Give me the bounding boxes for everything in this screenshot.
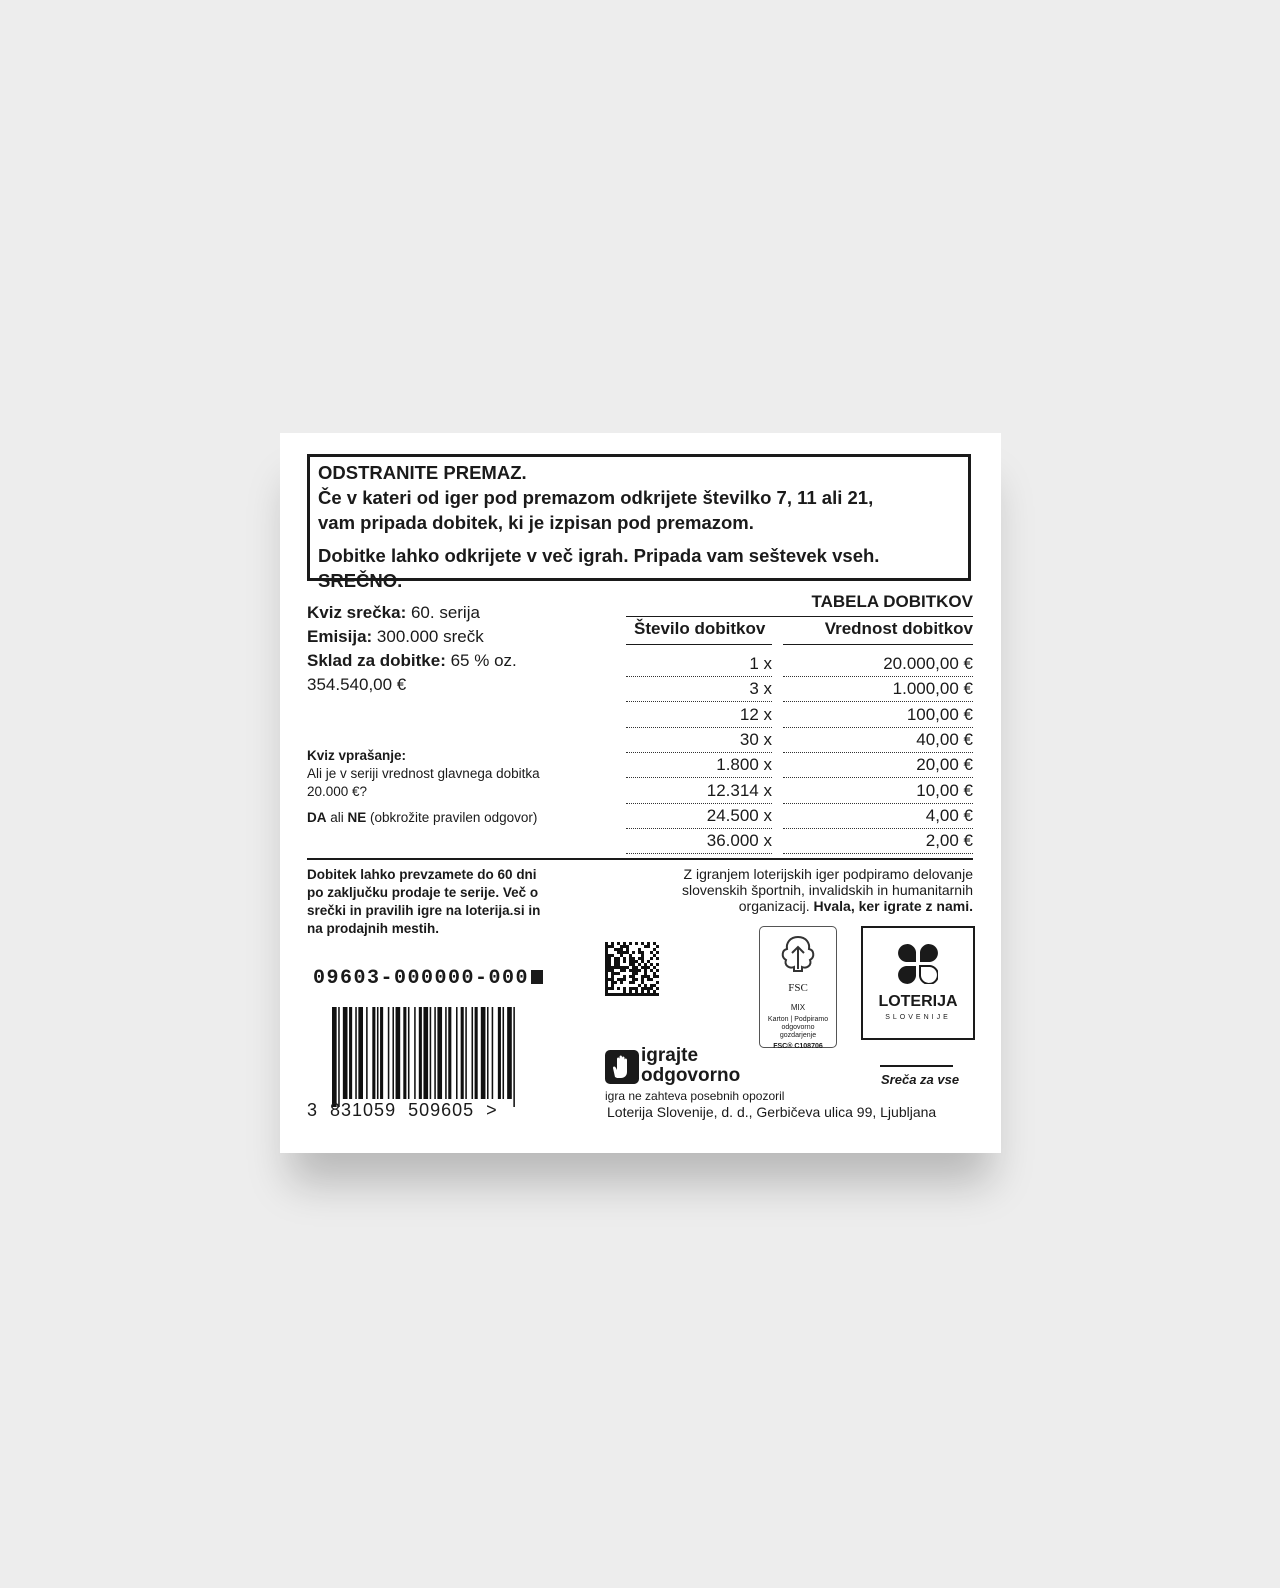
prize-value: 20.000,00 € (783, 651, 973, 677)
emisija-label: Emisija: (307, 627, 373, 646)
barcode-digits: 3 831059 509605 > (307, 1100, 498, 1120)
prize-value: 1.000,00 € (783, 676, 973, 702)
prize-row (280, 752, 1001, 777)
col-header-value: Vrednost dobitkov (824, 619, 973, 638)
fsc-label (759, 926, 837, 1048)
fsc-tree-icon (778, 933, 818, 979)
col-header-count: Število dobitkov (634, 619, 766, 638)
prize-count: 12 x (626, 702, 772, 728)
sklad-value: 65 % oz. (445, 651, 517, 670)
support-line: organizacij. (738, 898, 814, 914)
quiz-question-line-1: Ali je v seriji vrednost glavnega dobitka (307, 766, 540, 781)
rules-line-3: vam pripada dobitek, ki je izpisan pod premazom. (318, 512, 754, 533)
quiz-label: Kviz vprašanje: (307, 748, 407, 763)
clover-icon (898, 944, 938, 984)
barcode (332, 1007, 568, 1107)
support-line: Z igranjem loterijskih iger podpiramo delovanje (683, 866, 973, 882)
support-thanks: Hvala, ker igrate z nami. (813, 898, 973, 914)
prize-value: 40,00 € (783, 727, 973, 753)
prize-value: 10,00 € (783, 778, 973, 804)
prize-count: 36.000 x (626, 828, 772, 854)
prize-count: 1 x (626, 651, 772, 677)
prize-row (280, 702, 1001, 727)
square-icon (531, 970, 543, 984)
slogan-rule (880, 1065, 953, 1067)
fsc-desc: odgovorno (781, 1024, 815, 1031)
prize-value: 100,00 € (783, 702, 973, 728)
claim-line: srečki in pravilih igre na loterija.si in (307, 903, 541, 918)
prize-count: 24.500 x (626, 803, 772, 829)
rules-box (307, 454, 971, 591)
prize-count: 1.800 x (626, 752, 772, 778)
serial-text: 09603-000000-000 (313, 967, 530, 990)
rules-line-1: ODSTRANITE PREMAZ. (318, 462, 527, 483)
answer-or: ali (326, 810, 348, 825)
sklad-amount: 354.540,00 € (307, 675, 407, 694)
rules-line-2: Če v kateri od iger pod premazom odkrijete številko 7, 11 ali 21, (318, 487, 874, 508)
prize-value: 4,00 € (783, 803, 973, 829)
kviz-label: Kviz srečka: (307, 603, 407, 622)
prize-row (280, 828, 1001, 853)
ticket-back (280, 433, 1001, 1153)
prize-row (280, 676, 1001, 701)
rules-line-4: Dobitke lahko odkrijete v več igrah. Pripada vam seštevek vseh. SREČNO. (318, 545, 880, 591)
hand-icon (605, 1050, 639, 1084)
loterija-subtitle: SLOVENIJE (885, 1014, 951, 1021)
prize-row (280, 651, 1001, 676)
prize-value: 2,00 € (783, 828, 973, 854)
answer-yes: DA (307, 810, 327, 825)
col-header-underline (626, 644, 772, 645)
kviz-value: 60. serija (406, 603, 480, 622)
fsc-desc: Karton | Podpiramo (767, 1016, 829, 1023)
serial-number (313, 967, 543, 990)
prize-value: 20,00 € (783, 752, 973, 778)
prize-table-rule (626, 616, 973, 617)
prize-count: 12.314 x (626, 778, 772, 804)
support-notice (633, 866, 973, 914)
claim-notice (307, 866, 567, 938)
responsible-title-1: igrajte (641, 1045, 699, 1066)
fsc-desc: gozdarjenje (779, 1032, 817, 1039)
loterija-logo (861, 926, 975, 1040)
responsible-title-2: odgovorno (641, 1065, 741, 1086)
prize-row (280, 778, 1001, 803)
claim-line: po zaključku prodaje te serije. Več o (307, 885, 539, 900)
datamatrix-code (605, 942, 659, 996)
prize-row (280, 727, 1001, 752)
claim-line: Dobitek lahko prevzamete do 60 dni (307, 867, 537, 882)
loterija-title: LOTERIJA (878, 993, 958, 1010)
sklad-label: Sklad za dobitke: (307, 651, 446, 670)
col-header-underline (783, 644, 973, 645)
company-address: Loterija Slovenije, d. d., Gerbičeva ulica 99, Ljubljana (607, 1104, 937, 1120)
section-divider (307, 858, 973, 860)
slogan: Sreča za vse (881, 1072, 960, 1087)
prize-row (280, 803, 1001, 828)
prize-count: 3 x (626, 676, 772, 702)
fsc-mix: MIX (790, 1003, 806, 1012)
support-line: slovenskih športnih, invalidskih in humanitarnih (681, 882, 973, 898)
prize-count: 30 x (626, 727, 772, 753)
answer-hint: (obkrožite pravilen odgovor) (366, 810, 538, 825)
responsible-subtitle: igra ne zahteva posebnih opozoril (605, 1089, 785, 1103)
fsc-code: FSC® C108706 (773, 1043, 823, 1050)
quiz-question-line-2: 20.000 €? (307, 784, 368, 799)
fsc-name: FSC (788, 982, 808, 994)
answer-no: NE (347, 810, 367, 825)
emisija-value: 300.000 srečk (372, 627, 484, 646)
prize-table-title: TABELA DOBITKOV (811, 592, 973, 611)
claim-line: na prodajnih mestih. (307, 921, 440, 936)
